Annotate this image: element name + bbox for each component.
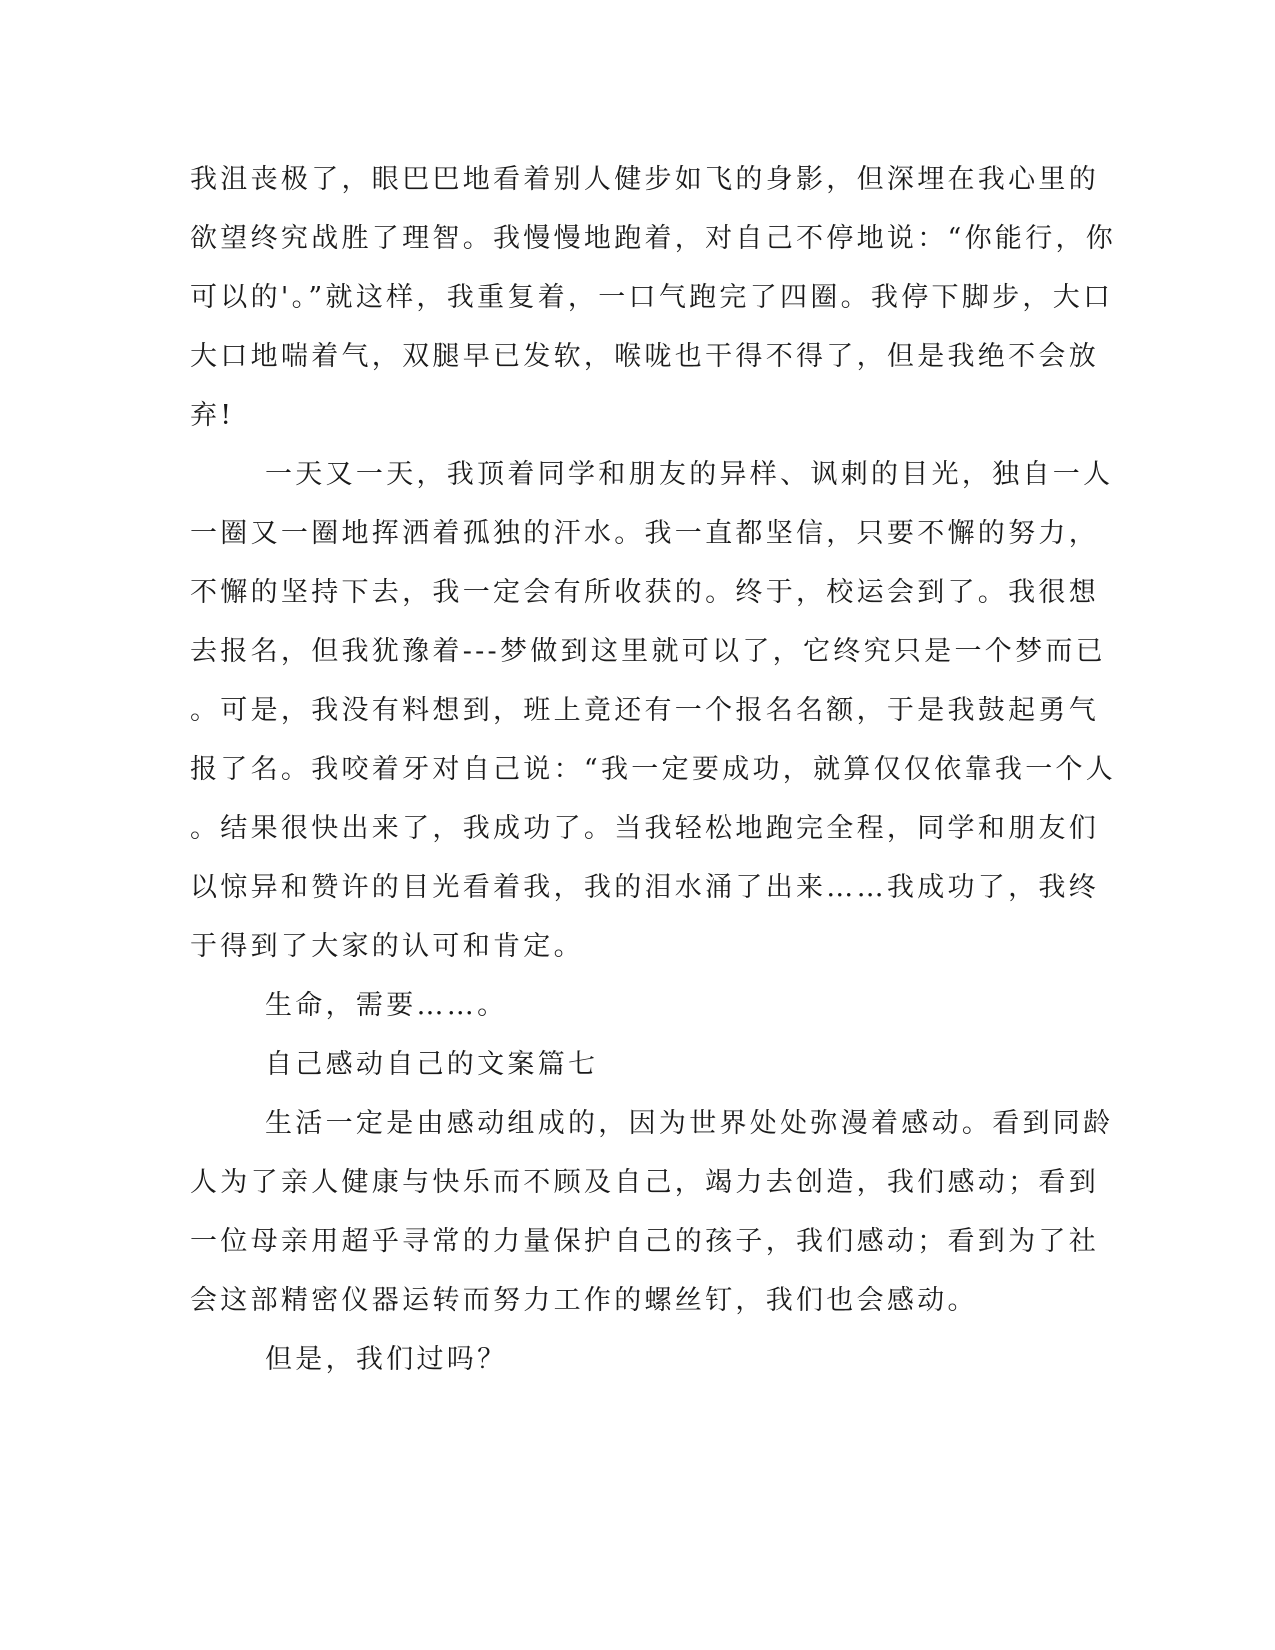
text-line: 一位母亲用超乎寻常的力量保护自己的孩子，我们感动；看到为了社 <box>190 1226 1099 1257</box>
text-line: 一圈又一圈地挥洒着孤独的汗水。我一直都坚信，只要不懈的努力， <box>190 518 1099 549</box>
text-line: 我沮丧极了，眼巴巴地看着别人健步如飞的身影，但深埋在我心里的 <box>190 164 1099 195</box>
text-line: 。可是，我没有料想到，班上竟还有一个报名名额，于是我鼓起勇气 <box>190 695 1099 726</box>
section-heading: 自己感动自己的文案篇七 <box>265 1049 599 1080</box>
text-line: 会这部精密仪器运转而努力工作的螺丝钉，我们也会感动。 <box>190 1285 978 1316</box>
text-line: 不懈的坚持下去，我一定会有所收获的。终于，校运会到了。我很想 <box>190 577 1099 608</box>
paragraph-first-line: 生活一定是由感动组成的，因为世界处处弥漫着感动。看到同龄 <box>265 1108 1114 1139</box>
text-line: 以惊异和赞许的目光看着我，我的泪水涌了出来……我成功了，我终 <box>190 872 1099 903</box>
text-line: 可以的'。”就这样，我重复着，一口气跑完了四圈。我停下脚步，大口 <box>190 282 1114 313</box>
paragraph-first-line: 但是，我们过吗？ <box>265 1344 508 1375</box>
text-line: 大口地喘着气，双腿早已发软，喉咙也干得不得了，但是我绝不会放 <box>190 341 1099 372</box>
paragraph-first-line: 生命，需要……。 <box>265 990 508 1021</box>
text-line: 弃! <box>190 400 235 431</box>
text-line: 人为了亲人健康与快乐而不顾及自己，竭力去创造，我们感动；看到 <box>190 1167 1099 1198</box>
paragraph-first-line: 一天又一天，我顶着同学和朋友的异样、讽刺的目光，独自一人 <box>265 459 1114 490</box>
text-line: 欲望终究战胜了理智。我慢慢地跑着，对自己不停地说：“你能行，你 <box>190 223 1117 254</box>
text-line: 。结果很快出来了，我成功了。当我轻松地跑完全程，同学和朋友们 <box>190 813 1099 844</box>
text-line: 报了名。我咬着牙对自己说：“我一定要成功，就算仅仅依靠我一个人 <box>190 754 1117 785</box>
text-line: 于得到了大家的认可和肯定。 <box>190 931 584 962</box>
text-line: 去报名，但我犹豫着---梦做到这里就可以了，它终究只是一个梦而已 <box>190 636 1106 667</box>
